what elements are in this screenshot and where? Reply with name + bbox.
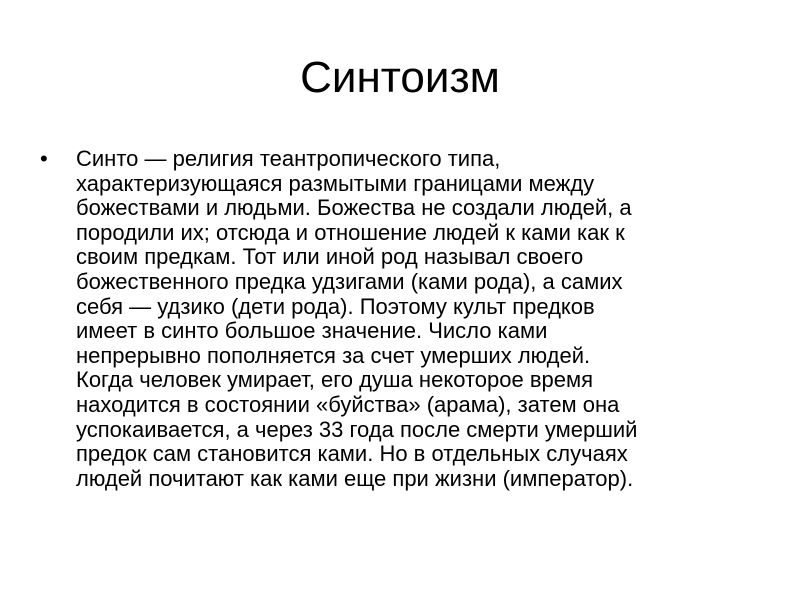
text-line: Когда человек умирает, его душа некоторое время bbox=[76, 367, 594, 393]
text-line: своим предкам. Тот или иной род называл своего bbox=[76, 244, 584, 270]
text-line: Синто — религия теантропического типа, bbox=[76, 146, 501, 171]
bullet-marker: • bbox=[40, 146, 48, 171]
bullet-item bbox=[40, 147, 760, 491]
bullet-text bbox=[76, 147, 760, 491]
text-line: имеет в синто большое значение. Число ками bbox=[76, 318, 548, 344]
text-line: находится в состоянии «буйства» (арама), затем она bbox=[76, 391, 620, 417]
text-line: породили их; отсюда и отношение людей к ками как к bbox=[76, 219, 625, 245]
text-line: божественного предка удзигами (ками рода), а самих bbox=[76, 268, 623, 294]
text-line: успокаивается, а через 33 года после смерти умерший bbox=[76, 416, 638, 442]
slide-title: Синтоизм bbox=[300, 53, 500, 102]
text-line: непрерывно пополняется за счет умерших людей. bbox=[76, 342, 591, 368]
text-line: себя — удзико (дети рода). Поэтому культ предков bbox=[76, 293, 595, 319]
text-line: божествами и людьми. Божества не создали людей, а bbox=[76, 195, 632, 221]
text-line: предок сам становится ками. Но в отдельных случаях bbox=[76, 441, 628, 467]
text-line: людей почитают как ками еще при жизни (император). bbox=[76, 465, 634, 491]
bullet-list bbox=[40, 147, 760, 491]
text-line: характеризующаяся размытыми границами между bbox=[76, 170, 595, 196]
